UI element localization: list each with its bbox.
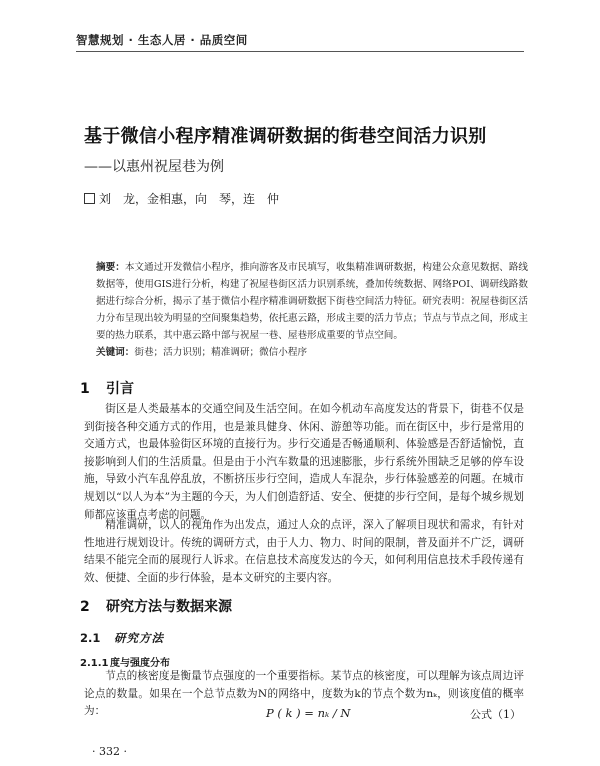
keywords <box>96 344 307 358</box>
formula: P ( k ) = nₖ / N <box>266 706 351 720</box>
keywords-text: 街巷；活力识别；精准调研；微信小程序 <box>134 347 308 358</box>
abstract-label: 摘要： <box>96 262 125 273</box>
author-line <box>84 190 279 207</box>
subsubsection-number: 2.1.1 <box>80 658 109 669</box>
subsection-title: 研究方法 <box>114 631 164 645</box>
section-1-heading <box>80 378 134 398</box>
section-title: 研究方法与数据来源 <box>106 599 232 615</box>
subsubsection-title: 度与强度分布 <box>110 658 170 669</box>
paragraph-3: 节点的核密度是衡量节点强度的一个重要指标。某节点的核密度，可以理解为该点周边评论点的数量。如果在一个总节点数为N的网络中，度数为k的节点个数为nₖ，则该度值的概率为： <box>84 670 524 718</box>
author-box-icon <box>84 193 95 204</box>
running-header: 智慧规划 · 生态人居 · 品质空间 <box>76 33 248 47</box>
subsection-2-1-heading <box>80 630 164 646</box>
section-2-heading <box>80 596 232 616</box>
section-number: 1 <box>80 381 90 397</box>
keywords-label: 关键词： <box>96 347 135 358</box>
article-subtitle: ——以惠州祝屋巷为例 <box>84 159 224 175</box>
article-title: 基于微信小程序精准调研数据的街巷空间活力识别 <box>84 126 487 147</box>
header-divider <box>76 51 524 52</box>
authors: 刘 龙，金相惠，向 琴，连 仲 <box>99 192 280 206</box>
paragraph-1: 街区是人类最基本的交通空间及生活空间。在如今机动车高度发达的背景下，街巷不仅是到街接各种交通方式的作用，也是兼具健身、休闲、游憩等功能。而在街区中，步行是常用的交通方式，也最体验街区环境的直接行为。步行交通是否畅通顺利、体验感是否舒适愉悦，直接影响到人们的生活质量。但是由于小汽车数量的迅速膨胀，步行系统外围缺乏足够的停车设施，导致小汽车乱停乱放，不断挤压步行空间，造成人车混杂，步行体验感差的问题。在城市规划以“以人为本”为主题的今天，为人们创造舒适、安全、便捷的步行空间，是每个城乡规划师都应该重点考虑的问题。 <box>84 403 524 521</box>
abstract <box>96 259 528 344</box>
section-title: 引言 <box>106 381 134 397</box>
paragraph-2: 精准调研，以人的视角作为出发点，通过人众的点评，深入了解项目现状和需求，有针对性地进行规划设计。传统的调研方式，由于人力、物力、时间的限制，普及面并不广泛，调研结果不能完全而的展现行人诉求。在信息技术高度发达的今天，如何利用信息技术手段传递有效、便捷、全面的步行体验，是本文研究的主要内容。 <box>84 519 524 584</box>
section-number: 2 <box>80 599 90 615</box>
page-number: · 332 · <box>92 745 127 758</box>
subsubsection-heading <box>80 654 170 669</box>
subsection-number: 2.1 <box>80 631 101 645</box>
formula-label: 公式（1） <box>470 708 521 721</box>
abstract-text: 本文通过开发微信小程序，推向游客及市民填写，收集精准调研数据，构建公众意见数据、路线数据等，使用GIS进行分析，构建了祝屋巷街区活力识别系统，叠加传统数据、网络POI、调研线路数据进行综合分析，揭示了基于微信小程序精准调研数据下街巷空间活力特征。研究表明：祝屋巷街区活力分布呈现出较为明显的空间聚集趋势，依托惠云路，形成主要的活力节点；节点与节点之间，形成主要的热力联系，其中惠云路中部与祝屋一巷、屋巷形成重要的节点空间。 <box>96 262 529 341</box>
